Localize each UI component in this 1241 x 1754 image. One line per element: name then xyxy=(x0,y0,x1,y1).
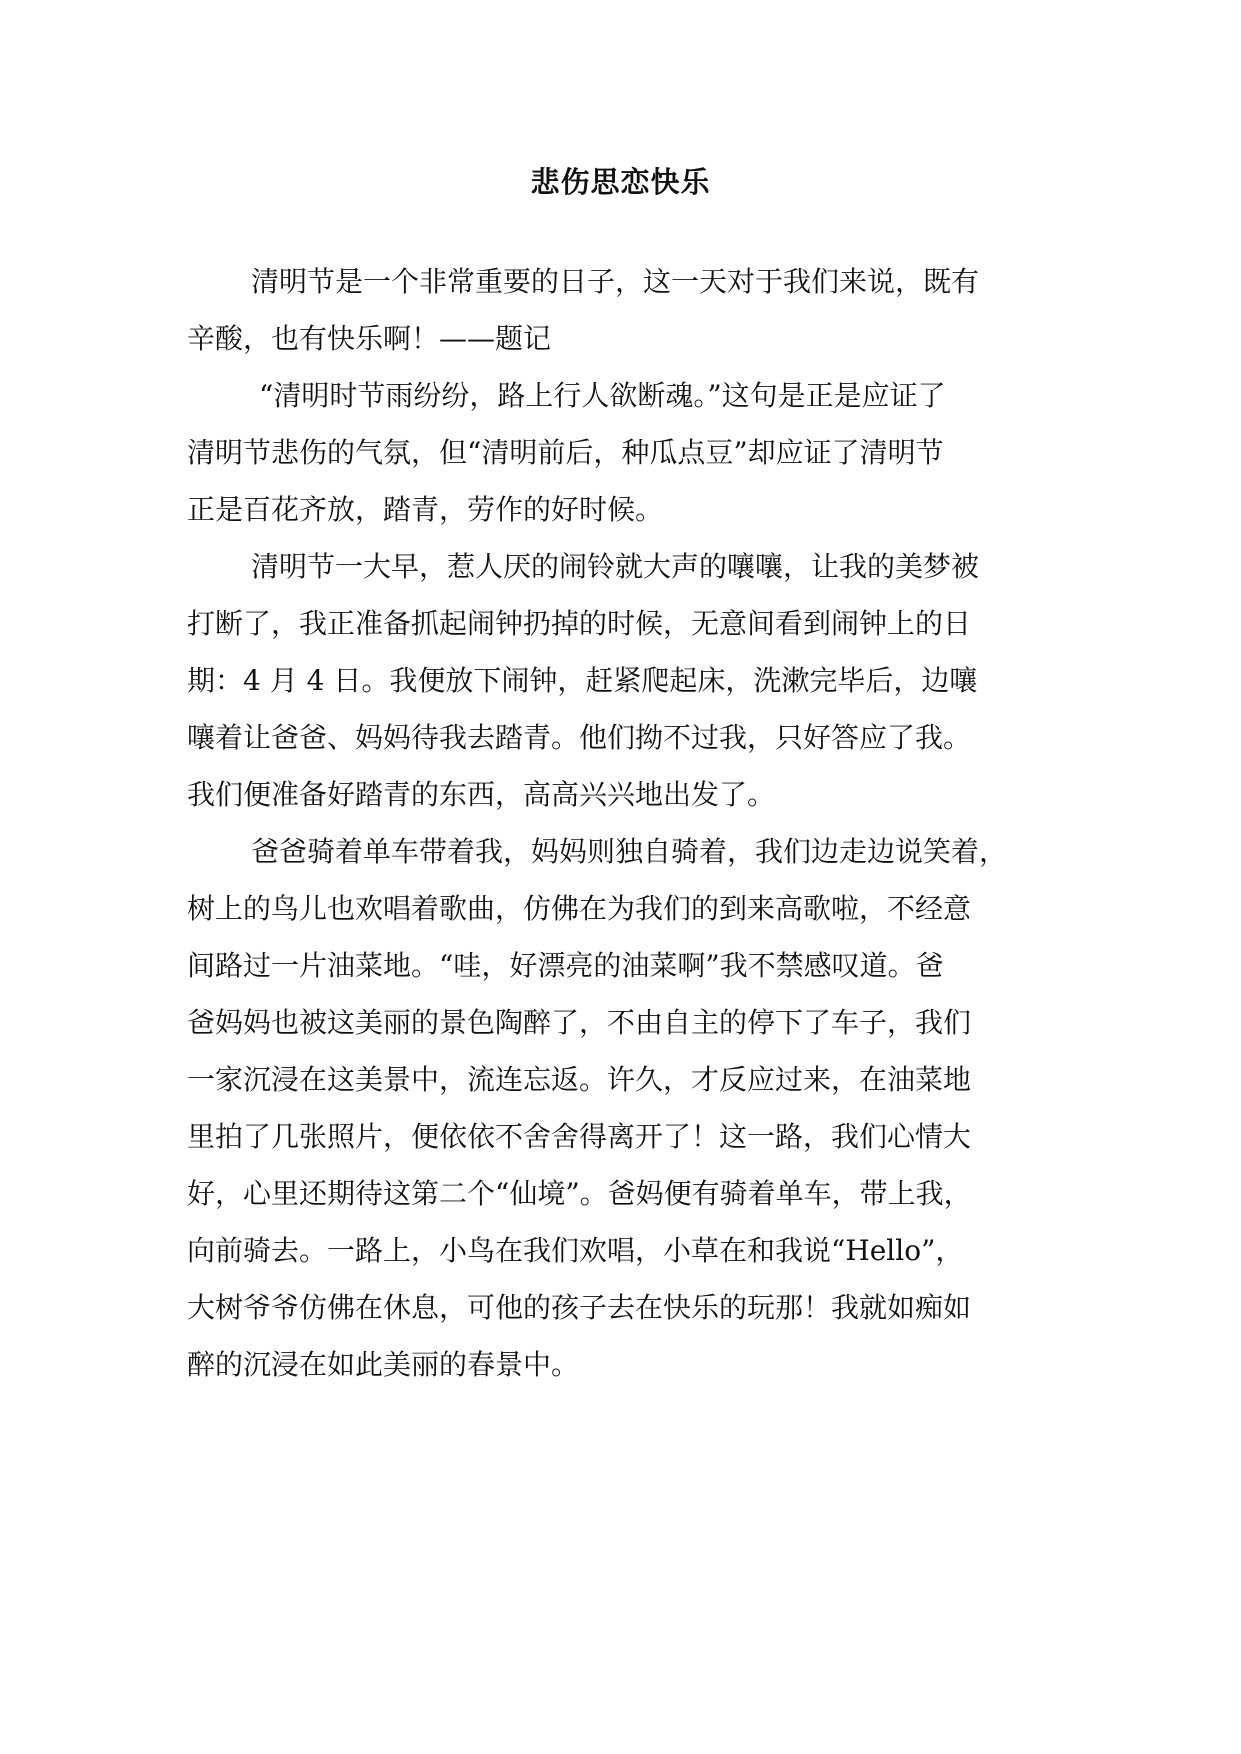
paragraph-line: 嚷着让爸爸、妈妈待我去踏青。他们拗不过我，只好答应了我。 xyxy=(187,721,972,754)
paragraph-line: 里拍了几张照片，便依依不舍舍得离开了！这一路，我们心情大 xyxy=(187,1120,972,1153)
paragraph-line: 辛酸，也有快乐啊！——题记 xyxy=(187,322,552,355)
paragraph-line: 向前骑去。一路上，小鸟在我们欢唱，小草在和我说“Hello”， xyxy=(187,1234,964,1267)
paragraph-line: 爸妈妈也被这美丽的景色陶醉了，不由自主的停下了车子，我们 xyxy=(187,1006,972,1039)
paragraph-line: 树上的鸟儿也欢唱着歌曲，仿佛在为我们的到来高歌啦，不经意 xyxy=(187,892,972,925)
paragraph-line: 正是百花齐放，踏青，劳作的好时候。 xyxy=(187,493,664,526)
paragraph-line: 期：4 月 4 日。我便放下闹钟，赶紧爬起床，洗漱完毕后，边嚷 xyxy=(187,664,978,697)
paragraph-line: 一家沉浸在这美景中，流连忘返。许久，才反应过来，在油菜地 xyxy=(187,1063,972,1096)
paragraph-line: 打断了，我正准备抓起闹钟扔掉的时候，无意间看到闹钟上的日 xyxy=(187,607,972,640)
paragraph-line: “清明时节雨纷纷，路上行人欲断魂。”这句是正是应证了 xyxy=(259,379,946,412)
paragraph-line: 清明节悲伤的气氛，但“清明前后，种瓜点豆”却应证了清明节 xyxy=(187,436,944,469)
paragraph-line: 间路过一片油菜地。“哇，好漂亮的油菜啊”我不禁感叹道。爸 xyxy=(187,949,944,982)
document-title: 悲伤思恋快乐 xyxy=(530,165,711,199)
paragraph-line: 我们便准备好踏青的东西，高高兴兴地出发了。 xyxy=(187,778,776,811)
paragraph-line: 爸爸骑着单车带着我，妈妈则独自骑着，我们边走边说笑着， xyxy=(251,835,1008,868)
paragraph-line: 清明节一大早，惹人厌的闹铃就大声的嚷嚷，让我的美梦被 xyxy=(251,550,980,583)
paragraph-line: 清明节是一个非常重要的日子，这一天对于我们来说，既有 xyxy=(251,265,980,298)
paragraph-line: 好，心里还期待这第二个“仙境”。爸妈便有骑着单车，带上我， xyxy=(187,1177,972,1210)
paragraph-line: 大树爷爷仿佛在休息，可他的孩子去在快乐的玩那！我就如痴如 xyxy=(187,1291,972,1324)
paragraph-line: 醉的沉浸在如此美丽的春景中。 xyxy=(187,1348,580,1381)
